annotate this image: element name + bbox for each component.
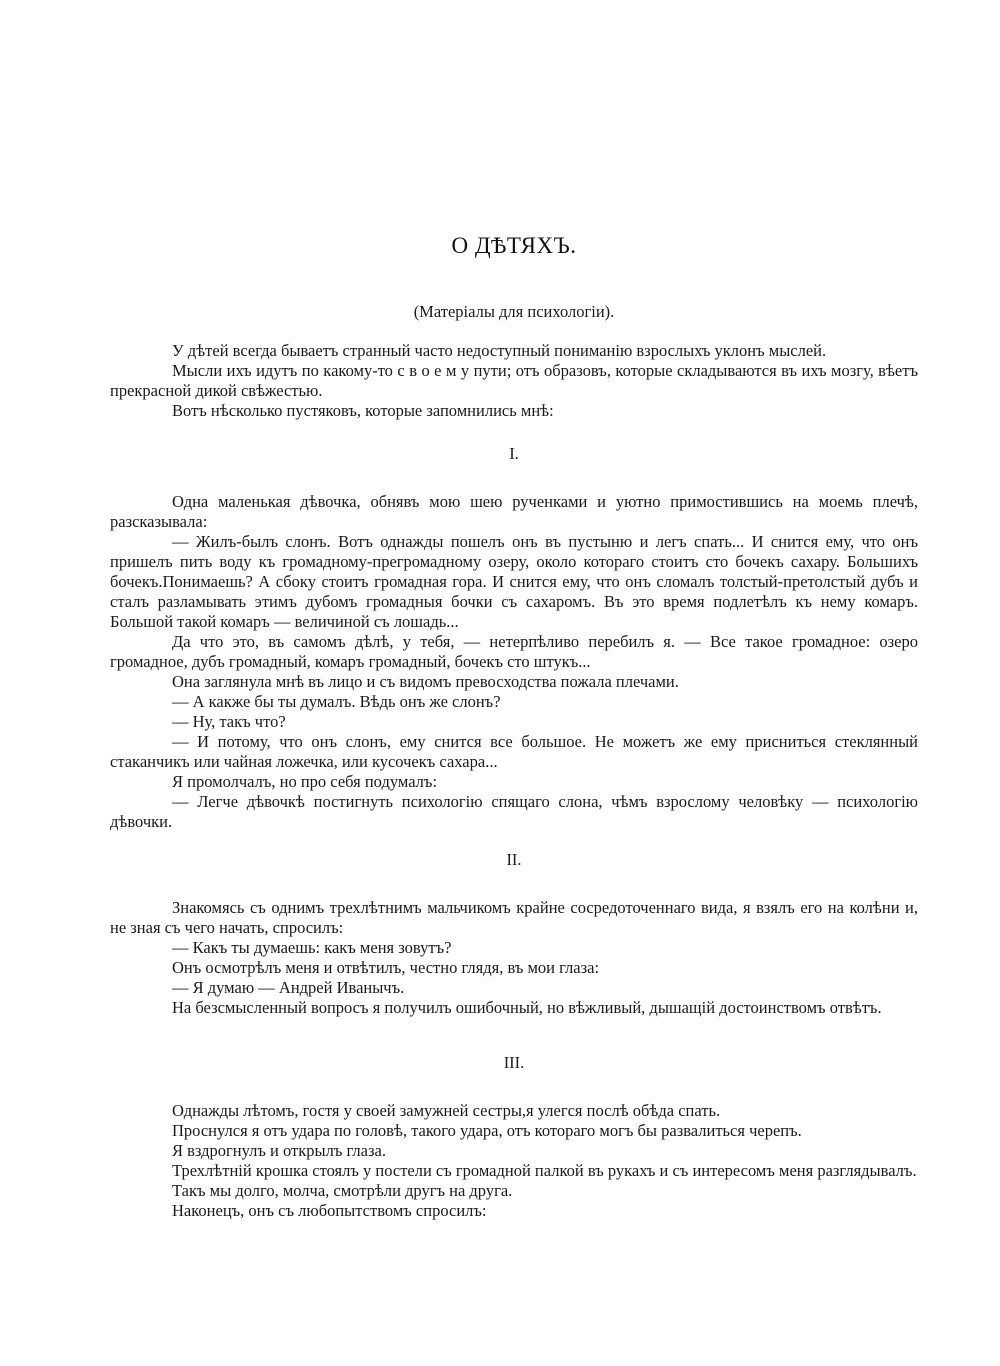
paragraph: Однажды лѣтомъ, гостя у своей замужней сестры,я улегся послѣ обѣда спать. (172, 1101, 721, 1120)
intro-section (110, 341, 918, 421)
paragraph: Я промолчалъ, но про себя подумалъ: (172, 772, 438, 791)
paragraph: Вотъ нѣсколько пустяковъ, которые запомнились мнѣ: (172, 401, 554, 420)
paragraph: Наконецъ, онъ съ любопытствомъ спросилъ: (172, 1201, 487, 1220)
paragraph: Одна маленькая дѣвочка, обнявъ мою шею рученками и уютно примостившись на моемь плечѣ, разсказывала: (110, 492, 918, 531)
paragraph: Трехлѣтній крошка стоялъ у постели съ громадной палкой въ рукахъ и съ интересомъ меня разглядывалъ. (172, 1161, 917, 1180)
section-numeral: II. (506, 850, 522, 869)
paragraph: Онъ осмотрѣлъ меня и отвѣтилъ, честно глядя, въ мои глаза: (172, 958, 600, 977)
section-1 (110, 444, 918, 832)
paragraph: Такъ мы долго, молча, смотрѣли другъ на друга. (172, 1181, 513, 1200)
paragraph: Проснулся я отъ удара по головѣ, такого удара, отъ котораго могъ бы развалиться черепъ. (172, 1121, 802, 1140)
paragraph: — А какже бы ты думалъ. Вѣдь онъ же слонъ? (172, 692, 501, 711)
document-subtitle: (Матеріалы для психологіи). (413, 302, 615, 321)
paragraph: Я вздрогнулъ и открылъ глаза. (172, 1141, 386, 1160)
paragraph: Мысли ихъ идутъ по какому-то с в о е м у пути; отъ образовъ, которые складываются въ ихъ мозгу, вѣетъ прекрасной дикой свѣжестью. (110, 361, 918, 400)
document-title: О ДѢТЯХЪ. (451, 233, 577, 258)
paragraph: Она заглянула мнѣ въ лицо и съ видомъ превосходства пожала плечами. (172, 672, 679, 691)
paragraph: У дѣтей всегда бываетъ странный часто недоступный пониманію взрослыхъ уклонъ мыслей. (172, 341, 827, 360)
paragraph: — Я думаю — Андрей Иванычъ. (172, 978, 405, 997)
paragraph: Да что это, въ самомъ дѣлѣ, у тебя, — нетерпѣливо перебилъ я. — Все такое громадное: озеро громадное, дубъ громадный, комаръ громадный, бочекъ сто штукъ... (110, 632, 918, 671)
paragraph: — Жилъ-былъ слонъ. Вотъ однажды пошелъ онъ въ пустыню и легъ спать... И снится ему, что онъ пришелъ пить воду къ громадному-прегромадному озеру, около котораго стоитъ сто бочекъ сахару. Большихъ бочекъ.Понимаешь? А сбоку стоитъ громадная гора. И снится ему, что онъ сломалъ толстый-претолстый дубъ и сталъ разламывать этимъ дубомъ громадныя бочки съ сахаромъ. Въ это время подлетѣлъ къ нему комаръ. Большой такой комаръ — величиной съ лошадь... (110, 532, 918, 631)
paragraph: — Какъ ты думаешь: какъ меня зовутъ? (172, 938, 452, 957)
section-2 (110, 850, 918, 1018)
paragraph: — И потому, что онъ слонъ, ему снится все большое. Не можетъ же ему присниться стеклянный стаканчикъ или чайная ложечка, или кусочекъ сахара... (110, 732, 918, 771)
paragraph: — Ну, такъ что? (172, 712, 286, 731)
paragraph: На безсмысленный вопросъ я получилъ ошибочный, но вѣжливый, дышащій достоинствомъ отвѣтъ. (172, 998, 882, 1017)
section-3 (110, 1053, 918, 1221)
section-numeral: I. (509, 444, 519, 463)
paragraph: Знакомясь съ однимъ трехлѣтнимъ мальчикомъ крайне сосредоточеннаго вида, я взялъ его на колѣни и, не зная съ чего начать, спросилъ: (110, 898, 918, 937)
paragraph: — Легче дѣвочкѣ постигнуть психологію спящаго слона, чѣмъ взрослому человѣку — психологію дѣвочки. (110, 792, 918, 831)
section-numeral: III. (503, 1053, 525, 1072)
